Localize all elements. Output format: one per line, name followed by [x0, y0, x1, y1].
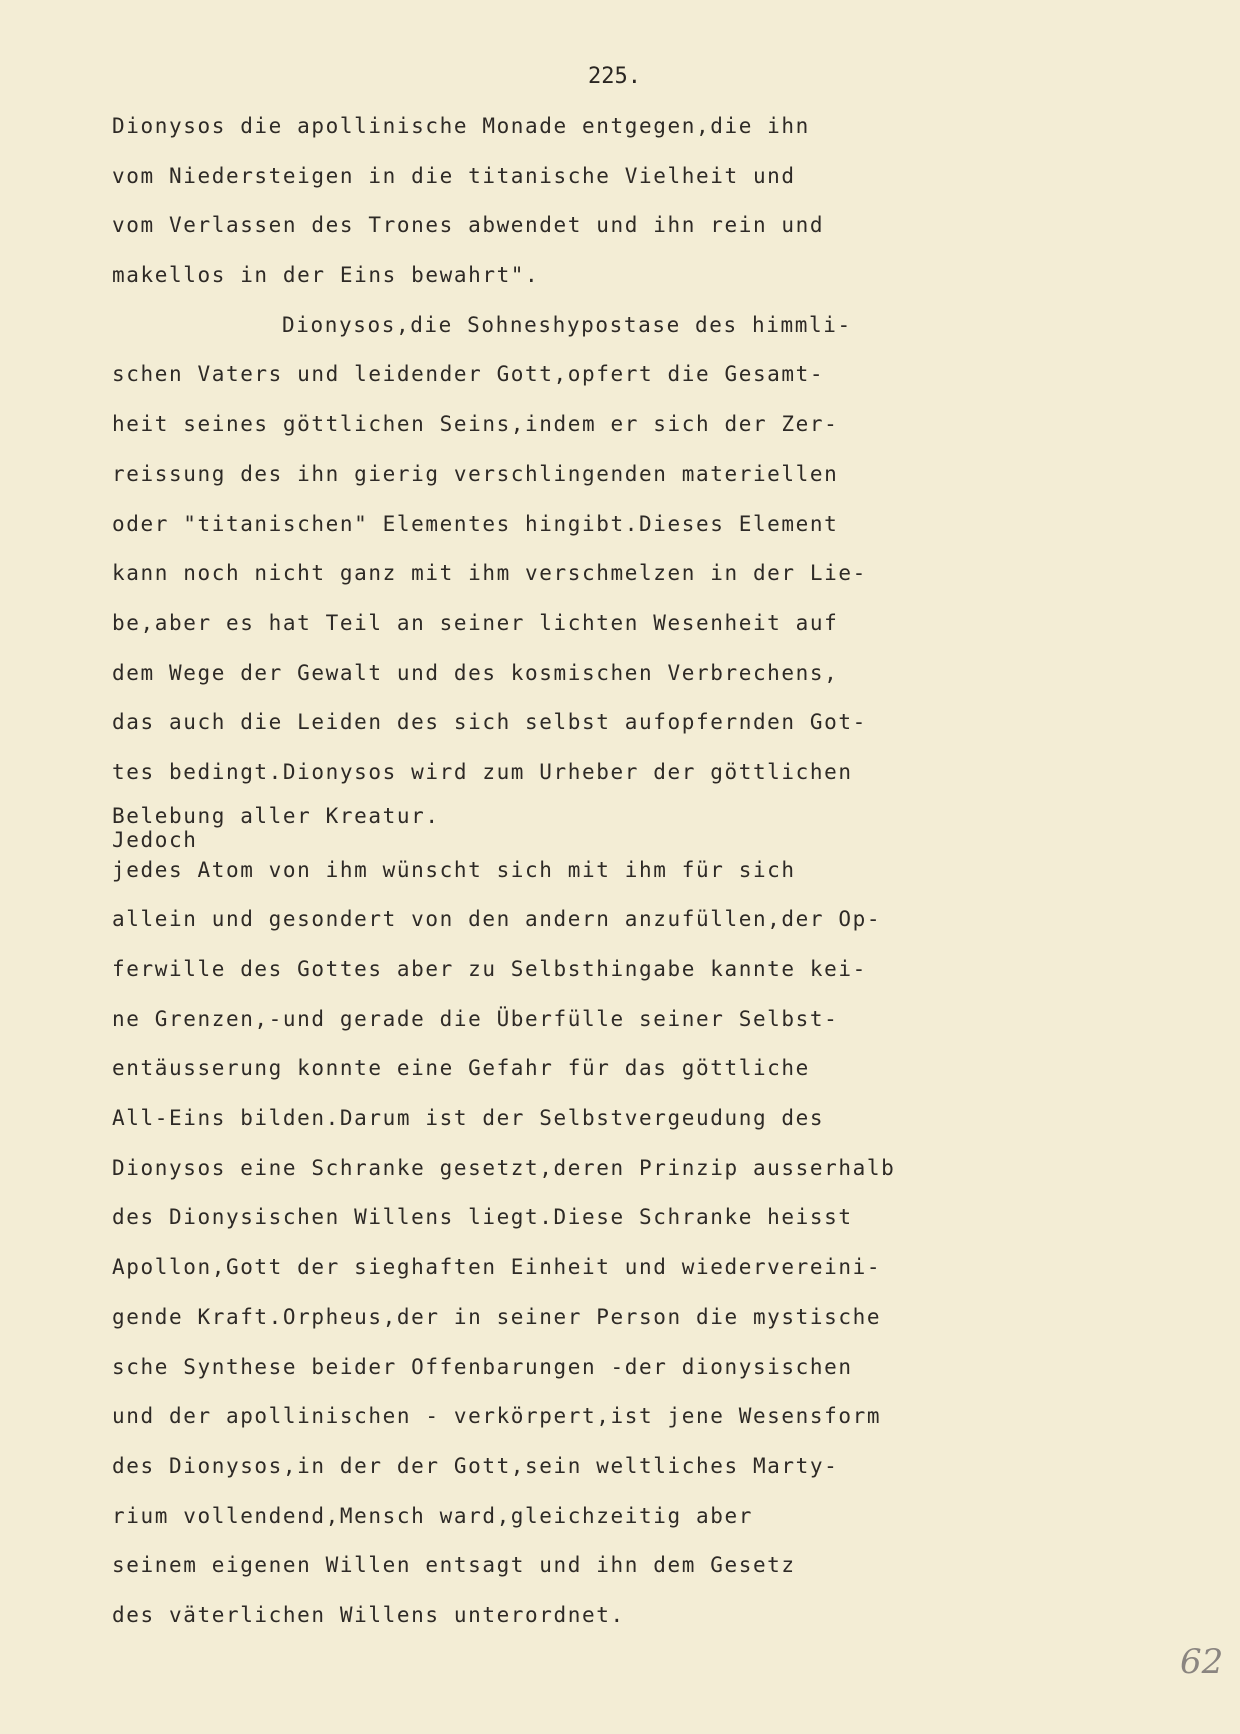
- text-line: des väterlichen Willens unterordnet.: [112, 1602, 625, 1627]
- text-line: dem Wege der Gewalt und des kosmischen Verbrechens,: [112, 660, 839, 685]
- text-line: kann noch nicht ganz mit ihm verschmelzen in der Lie-: [112, 561, 867, 586]
- text-line: und der apollinischen - verkörpert,ist jene Wesensform: [112, 1404, 882, 1429]
- text-line: sche Synthese beider Offenbarungen -der dionysischen: [112, 1354, 853, 1379]
- handwritten-folio-number: 62: [1180, 1642, 1224, 1682]
- typescript-body: [112, 108, 895, 1647]
- text-line: oder "titanischen" Elementes hingibt.Dieses Element: [112, 511, 839, 536]
- text-line: ne Grenzen,-und gerade die Überfülle seiner Selbst-: [112, 1006, 839, 1031]
- text-line: Jedoch: [112, 827, 198, 852]
- text-line: makellos in der Eins bewahrt".: [112, 263, 540, 288]
- text-line: ferwille des Gottes aber zu Selbsthingabe kannte kei-: [112, 957, 867, 981]
- text-line: das auch die Leiden des sich selbst aufopfernden Got-: [112, 710, 867, 735]
- page-number: 225.: [588, 64, 641, 89]
- text-line: jedes Atom von ihm wünscht sich mit ihm für sich: [112, 857, 796, 882]
- text-line: Belebung aller Kreatur.: [112, 803, 440, 828]
- text-line: des Dionysischen Willens liegt.Diese Schranke heisst: [112, 1205, 853, 1230]
- text-line: Dionysos eine Schranke gesetzt,deren Prinzip ausserhalb: [112, 1155, 896, 1180]
- text-line: allein und gesondert von den andern anzufüllen,der Op-: [112, 907, 882, 932]
- text-line: Dionysos,die Sohneshypostase des himmli-: [282, 312, 852, 337]
- text-line: Apollon,Gott der sieghaften Einheit und wiedervereini-: [112, 1255, 882, 1280]
- text-line: rium vollendend,Mensch ward,gleichzeitig aber: [112, 1503, 753, 1528]
- text-line: vom Niedersteigen in die titanische Vielheit und: [112, 163, 796, 188]
- text-line: reissung des ihn gierig verschlingenden materiellen: [112, 461, 839, 486]
- text-line: Dionysos die apollinische Monade entgegen,die ihn: [112, 114, 810, 138]
- text-line: be,aber es hat Teil an seiner lichten Wesenheit auf: [112, 610, 839, 635]
- text-line: gende Kraft.Orpheus,der in seiner Person die mystische: [112, 1304, 882, 1329]
- text-line: vom Verlassen des Trones abwendet und ihn rein und: [112, 213, 825, 238]
- text-line: des Dionysos,in der der Gott,sein weltliches Marty-: [112, 1453, 839, 1478]
- text-line: entäusserung konnte eine Gefahr für das göttliche: [112, 1056, 810, 1081]
- text-line: seinem eigenen Willen entsagt und ihn dem Gesetz: [112, 1553, 796, 1578]
- text-line: tes bedingt.Dionysos wird zum Urheber der göttlichen: [112, 759, 853, 784]
- text-line: schen Vaters und leidender Gott,opfert die Gesamt-: [112, 362, 825, 387]
- text-line: heit seines göttlichen Seins,indem er sich der Zer-: [112, 412, 839, 437]
- text-line: All-Eins bilden.Darum ist der Selbstvergeudung des: [112, 1106, 825, 1131]
